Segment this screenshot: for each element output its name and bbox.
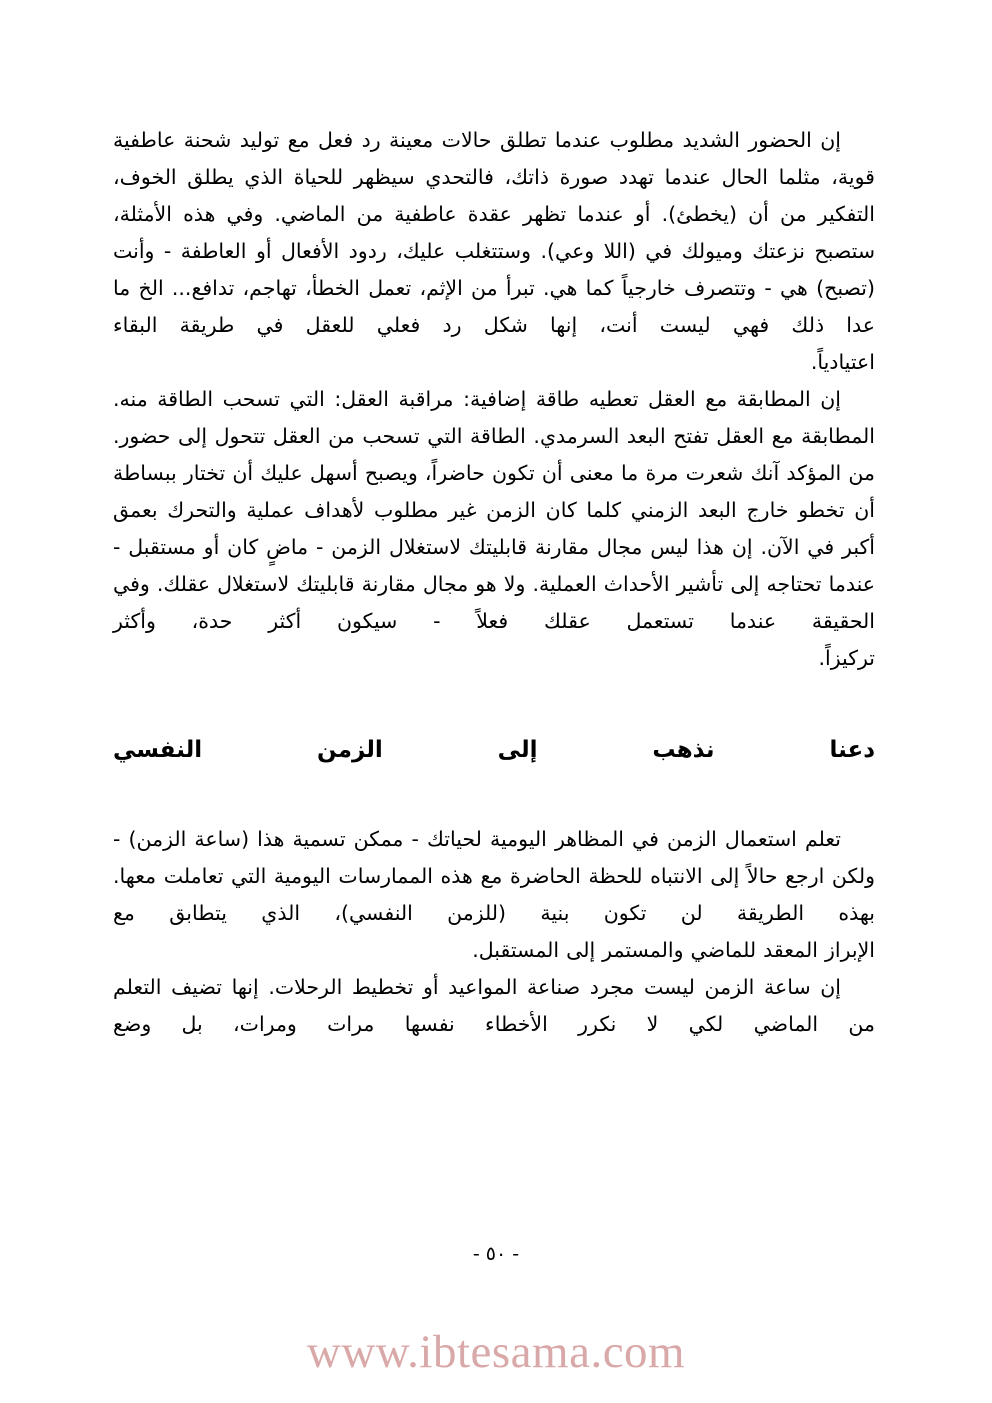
paragraph-4-text: إن ساعة الزمن ليست مجرد صناعة المواعيد أو تخطيط الرحلات. إنها تضيف التعلم من الماضي لكي لا نكرر الأخطاء نفسها مرات ومرات، بل وضع	[113, 975, 875, 1036]
section-heading: دعنا نذهب إلى الزمن النفسي	[113, 737, 875, 763]
paragraph-2	[113, 381, 875, 677]
paragraph-3-text: تعلم استعمال الزمن في المظاهر اليومية لحياتك - ممكن تسمية هذا (ساعة الزمن) - ولكن ارجع حالاً إلى الانتباه للحظة الحاضرة مع هذه الممارسات اليومية التي تعاملت معها. بهذه الطريقة لن تكون بنية (للزمن النفسي)، الذي يتطابق مع	[113, 827, 875, 925]
paragraph-3-tail: الإبراز المعقد للماضي والمستمر إلى المستقبل.	[472, 938, 875, 962]
site-watermark: www.ibtesama.com	[306, 1326, 686, 1378]
paragraph-1-text: إن الحضور الشديد مطلوب عندما تطلق حالات معينة رد فعل مع توليد شحنة عاطفية قوية، مثلما الحال عندما تهدد صورة ذاتك، فالتحدي سيظهر للحياة الذي يطلق الخوف، التفكير من أن (يخطئ). أو عندما تظهر عقدة عاطفية من الماضي. وفي هذه الأمثلة، ستصبح نزعتك وميولك في (اللا وعي). وستتغلب عليك، ردود الأفعال أو العاطفة - وأنت (تصبح) هي - وتتصرف خارجياً كما هي. تبرأ من الإثم، تعمل الخطأ، تهاجم، تدافع... الخ ما عدا ذلك فهي ليست أنت، إنها شكل رد فعلي للعقل في طريقة البقاء	[113, 128, 875, 337]
paragraph-4	[113, 969, 875, 1043]
page-number: - ٥٠ -	[472, 1243, 520, 1265]
heading-bottom-gap	[113, 763, 875, 821]
page-text-body	[113, 122, 875, 1043]
paragraph-2-text: إن المطابقة مع العقل تعطيه طاقة إضافية: مراقبة العقل: التي تسحب الطاقة منه. المطابقة مع العقل تفتح البعد السرمدي. الطاقة التي تسحب من العقل تتحول إلى حضور. من المؤكد آنك شعرت مرة ما معنى أن تكون حاضراً، ويصبح أسهل عليك أن تختار ببساطة أن تخطو خارج البعد الزمني كلما كان الزمن غير مطلوب لأهداف عملية والتحرك بعمق أكبر في الآن. إن هذا ليس مجال مقارنة قابليتك لاستغلال الزمن - ماضٍ كان أو مستقبل - عندما تحتاجه إلى تأشير الأحداث العملية. ولا هو مجال مقارنة قابليتك لاستغلال عقلك. وفي الحقيقة عندما تستعمل عقلك فعلاً - سيكون أكثر حدة، وأكثر	[113, 387, 875, 633]
paragraph-1	[113, 122, 875, 381]
heading-top-gap	[113, 677, 875, 737]
paragraph-3	[113, 821, 875, 969]
paragraph-1-tail: اعتيادياً.	[810, 350, 875, 374]
paragraph-2-tail: تركيزاً.	[818, 646, 875, 670]
